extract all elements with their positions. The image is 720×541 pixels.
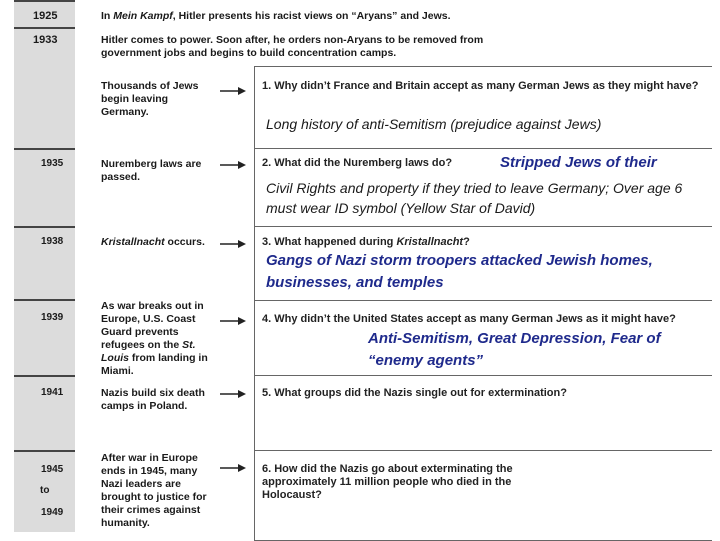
- ship-name: St. Louis: [101, 339, 196, 364]
- timeline-event: Thousands of Jews begin leaving Germany.: [101, 80, 199, 118]
- question-italic: Kristallnacht: [396, 236, 464, 248]
- arrow-right-icon: [220, 160, 246, 170]
- timeline-event: [101, 300, 219, 378]
- divider: [14, 375, 75, 377]
- answer-text: Long history of anti-Semitism (prejudice against Jews): [266, 116, 602, 132]
- answer-highlight: Anti-Semitism, Great Depression, Fear of “enemy agents”: [368, 330, 661, 369]
- timeline-event: [101, 10, 521, 23]
- question-text: [262, 236, 707, 249]
- event-text: , Hitler presents his racist views on “Aryans” and Jews.: [172, 10, 451, 22]
- arrow-right-icon: [220, 86, 246, 96]
- event-text: In: [101, 10, 114, 22]
- arrow-right-icon: [220, 239, 246, 249]
- question-text: 4. Why didn’t the United States accept as many German Jews as it might have?: [262, 313, 676, 325]
- question-text: 5. What groups did the Nazis single out for extermination?: [262, 387, 567, 399]
- year-label: 1933: [33, 34, 58, 46]
- year-label: 1939: [41, 312, 64, 323]
- answer-highlight: Gangs of Nazi storm troopers attacked Jewish homes, businesses, and temples: [266, 252, 653, 291]
- question-box: [254, 66, 712, 150]
- arrow-right-icon: [220, 316, 246, 326]
- question-text: 1. Why didn’t France and Britain accept as many German Jews as they might have?: [262, 80, 699, 92]
- divider: [14, 27, 75, 29]
- event-text: from landing in Miami.: [101, 352, 208, 377]
- arrow-right-icon: [220, 389, 246, 399]
- event-italic-text: Kristallnacht: [101, 236, 165, 248]
- year-label: 1941: [41, 387, 64, 398]
- year-label: 1925: [33, 10, 58, 22]
- event-text: As war breaks out in Europe, U.S. Coast Guard prevents refugees on the: [101, 300, 204, 351]
- timeline-event: Nazis build six death camps in Poland.: [101, 387, 205, 412]
- event-text: occurs.: [164, 236, 205, 248]
- year-label: 1935: [41, 158, 64, 169]
- year-label: 1938: [41, 236, 64, 247]
- timeline-event: Nuremberg laws are passed.: [101, 158, 202, 183]
- year-range-separator: to: [40, 485, 50, 496]
- question-text: 6. How did the Nazis go about exterminating the approximately 11 million people who died in the Holocaust?: [262, 463, 513, 501]
- question-text: 2. What did the Nuremberg laws do?: [262, 157, 453, 169]
- year-label: 1949: [41, 507, 64, 518]
- divider: [14, 148, 75, 150]
- divider: [14, 450, 75, 452]
- timeline-event: After war in Europe ends in 1945, many Nazi leaders are brought to justice for their crimes against humanity.: [101, 452, 207, 529]
- year-label: 1945: [41, 464, 64, 475]
- answer-highlight: Stripped Jews of their: [500, 154, 657, 171]
- divider: [14, 0, 75, 2]
- timeline-event: Hitler comes to power. Soon after, he orders non-Aryans to be removed from government jobs and begins to build concentration camps.: [101, 34, 484, 59]
- question-part: ?: [463, 236, 470, 248]
- divider: [14, 226, 75, 228]
- arrow-right-icon: [220, 463, 246, 473]
- timeline-event: [101, 236, 216, 249]
- book-title: Mein Kampf: [113, 10, 173, 22]
- answer-text: Civil Rights and property if they tried to leave Germany; Over age 6 must wear ID symbol (Yellow Star of David): [266, 180, 683, 216]
- question-part: 3. What happened during: [262, 236, 397, 248]
- divider: [14, 299, 75, 301]
- year-sidebar: [14, 0, 75, 532]
